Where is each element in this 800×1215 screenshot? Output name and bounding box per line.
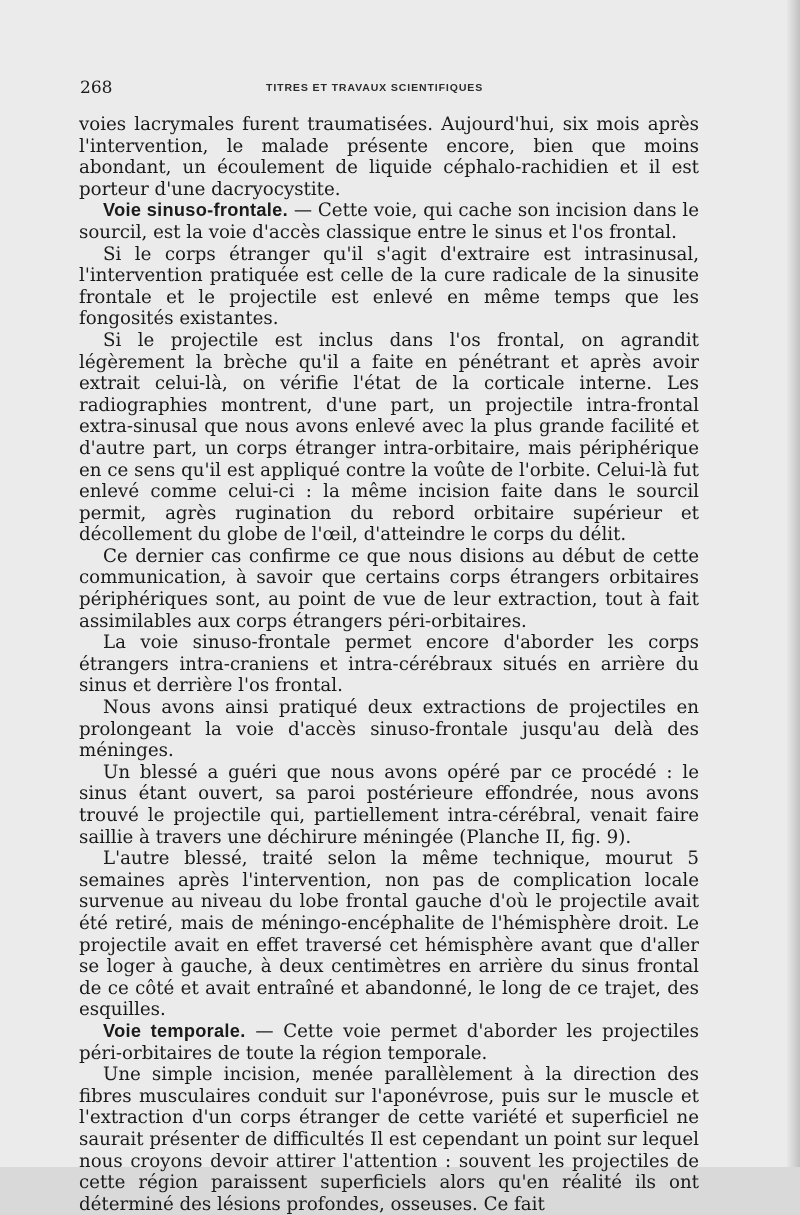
paragraph <box>79 762 699 848</box>
paragraph-text: Un blessé a guéri que nous avons opéré par ce procédé : le sinus étant ouvert, sa paroi postérieure effondrée, nous avons trouvé le projectile qui, partiellement intra-cérébral, venait faire saillie à travers une déchirure méningée (Planche II, fig. 9). <box>79 761 699 848</box>
paragraph <box>79 632 699 697</box>
paragraph <box>79 848 699 1021</box>
paragraph-text: Si le projectile est inclus dans l'os frontal, on agrandit légèrement la brèche qu'il a faite en pénétrant et après avoir extrait celui-là, on vérifie l'état de la corticale interne. Les radiographies montrent, d'une part, un projectile intra-frontal extra-sinusal que nous avons enlevé avec la plus grande facilité et d'autre part, un corps étranger intra-orbitaire, mais périphérique en ce sens qu'il est appliqué contre la voûte de l'orbite. Celui-là fut enlevé comme celui-ci : la même incision faite dans le sourcil permit, agrès rugination du rebord orbitaire supérieur et décollement du globe de l'œil, d'atteindre le corps du délit. <box>79 329 699 546</box>
paragraph-text: Une simple incision, menée parallèlement à la direction des fibres musculaires conduit sur l'aponévrose, puis sur le muscle et l'extraction d'un corps étranger de cette variété et superficiel ne saurait présenter de difficultés Il est cependant un point sur lequel nous croyons devoir attirer l'attention : souvent les projectiles de cette région paraissent superficiels alors qu'en réalité ils ont déterminé des lésions profondes, osseuses. Ce fait <box>79 1064 699 1215</box>
paragraph-text: Nous avons ainsi pratiqué deux extractions de projectiles en prolongeant la voie d'accès sinuso-frontale jusqu'au delà des méninges. <box>79 697 699 762</box>
body-text <box>79 114 699 1215</box>
paragraph <box>79 1064 699 1215</box>
paragraph-text: La voie sinuso-frontale permet encore d'aborder les corps étrangers intra-craniens et intra-cérébraux situés en arrière du sinus et derrière l'os frontal. <box>79 632 699 697</box>
page-header <box>80 78 700 102</box>
page-edge-shadow <box>786 0 800 1167</box>
paragraph-text: voies lacrymales furent traumatisées. Aujourd'hui, six mois après l'intervention, le malade présente encore, bien que moins abondant, un écoulement de liquide céphalo-rachidien et il est porteur d'une dacryocystite. <box>79 114 699 200</box>
page-number: 268 <box>80 78 113 98</box>
paragraph-text: — Cette voie, qui cache son incision dans le sourcil, est la voie d'accès classique entre le sinus et l'os frontal. <box>79 200 700 243</box>
paragraph <box>79 330 699 546</box>
section-heading-temporale: Voie temporale. <box>103 1020 246 1041</box>
paragraph <box>79 697 699 762</box>
paragraph <box>79 546 699 632</box>
paragraph <box>79 1021 699 1064</box>
paragraph-text: Ce dernier cas confirme ce que nous disions au début de cette communication, à savoir que certains corps étrangers orbitaires périphériques sont, au point de vue de leur extraction, tout à fait assimilables aux corps étrangers péri-orbitaires. <box>79 545 699 632</box>
paragraph <box>79 200 699 243</box>
paragraph-text: — Cette voie permet d'aborder les projectiles péri-orbitaires de toute la région temporale. <box>79 1020 699 1064</box>
paragraph-text: Si le corps étranger qu'il s'agit d'extraire est intrasinusal, l'intervention pratiquée est celle de la cure radicale de la sinusite frontale et le projectile est enlevé en même temps que les fongosités existantes. <box>79 243 699 330</box>
section-heading-sinuso-frontale: Voie sinuso-frontale. <box>103 200 288 221</box>
paragraph-text: L'autre blessé, traité selon la même technique, mourut 5 semaines après l'intervention, non pas de complication locale survenue au niveau du lobe frontal gauche d'où le projectile avait été retiré, mais de méningo-encéphalite de l'hémisphère droit. Le projectile avait en effet traversé cet hémisphère avant que d'aller se loger à gauche, à deux centimètres en arrière du sinus frontal de ce côté et avait entraîné et abandonné, le long de ce trajet, des esquilles. <box>79 848 699 1021</box>
running-title: TITRES ET TRAVAUX SCIENTIFIQUES <box>266 82 484 94</box>
paragraph <box>79 244 699 330</box>
paragraph <box>79 114 699 200</box>
